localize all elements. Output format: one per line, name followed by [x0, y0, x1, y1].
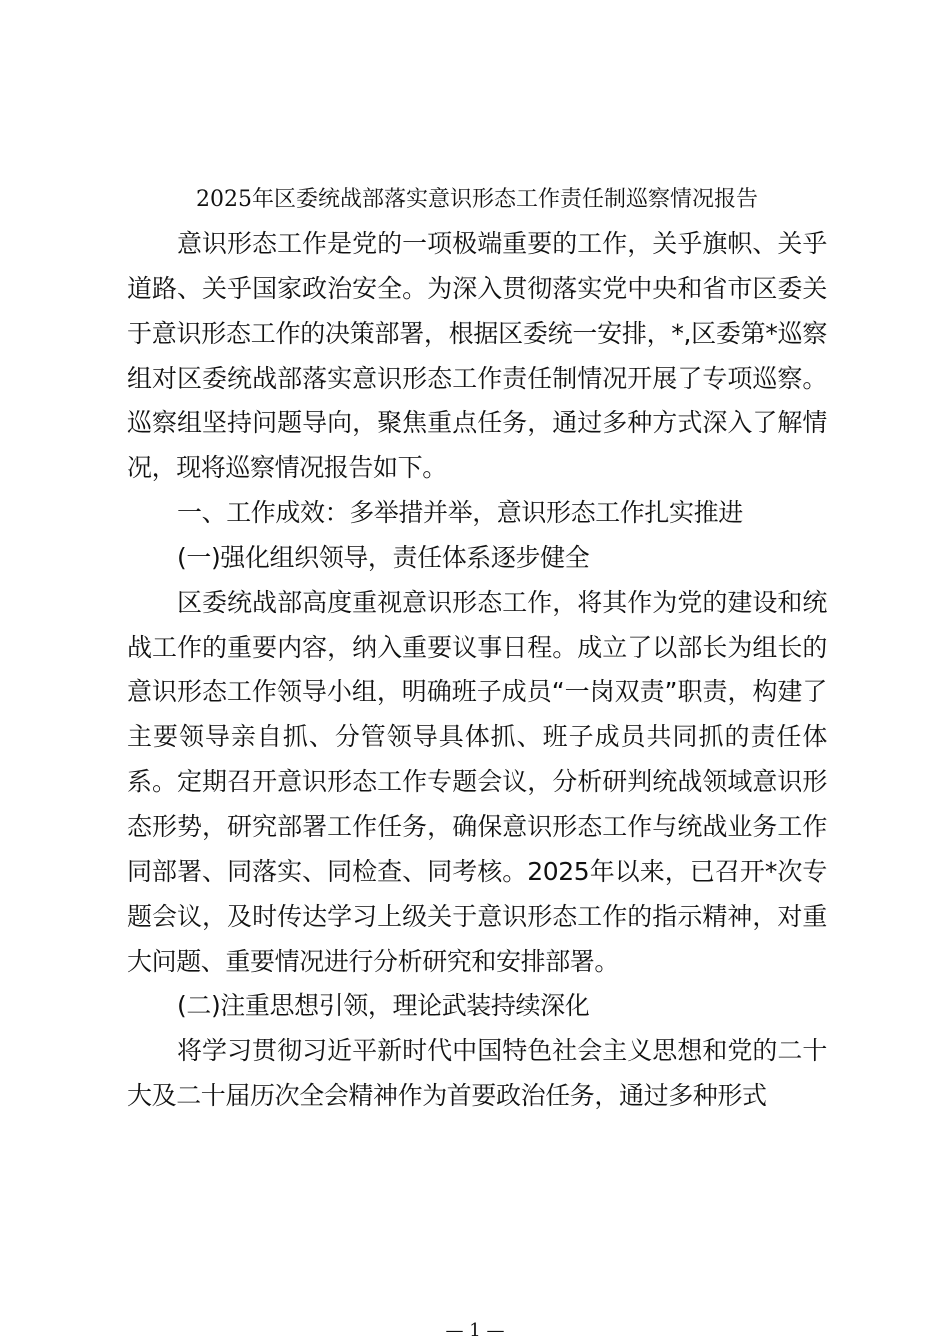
document-body — [127, 222, 827, 1119]
subsection-heading-2: (二)注重思想引领，理论武装持续深化 — [177, 991, 590, 1021]
subsection-heading-1: (一)强化组织领导，责任体系逐步健全 — [177, 542, 590, 572]
page-number: — 1 — — [445, 1320, 505, 1341]
body-paragraph-1: 区委统战部高度重视意识形态工作，将其作为党的建设和统战工作的重要内容，纳入重要议事日程。成立了以部长为组长的意识形态工作领导小组，明确班子成员“一岗双责”职责，构建了主要领导亲自抓、分管领导具体抓、班子成员共同抓的责任体系。定期召开意识形态工作专题会议，分析研判统战领域意识形态形势，研究部署工作任务，确保意识形态工作与统战业务工作同部署、同落实、同检查、同考核。2025年以来，已召开*次专题会议，及时传达学习上级关于意识形态工作的指示精神，对重大问题、重要情况进行分析研究和安排部署。 — [127, 587, 827, 976]
body-paragraph-2: 将学习贯彻习近平新时代中国特色社会主义思想和党的二十大及二十届历次全会精神作为首要政治任务，通过多种形式 — [127, 1036, 827, 1111]
document-title: 2025年区委统战部落实意识形态工作责任制巡察情况报告 — [196, 187, 758, 212]
intro-paragraph: 意识形态工作是党的一项极端重要的工作，关乎旗帜、关乎道路、关乎国家政治安全。为深入贯彻落实党中央和省市区委关于意识形态工作的决策部署，根据区委统一安排，*,区委第*巡察组对区委统战部落实意识形态工作责任制情况开展了专项巡察。巡察组坚持问题导向，聚焦重点任务，通过多种方式深入了解情况，现将巡察情况报告如下。 — [127, 229, 827, 483]
section-heading-1: 一、工作成效：多举措并举，意识形态工作扎实推进 — [177, 498, 743, 528]
